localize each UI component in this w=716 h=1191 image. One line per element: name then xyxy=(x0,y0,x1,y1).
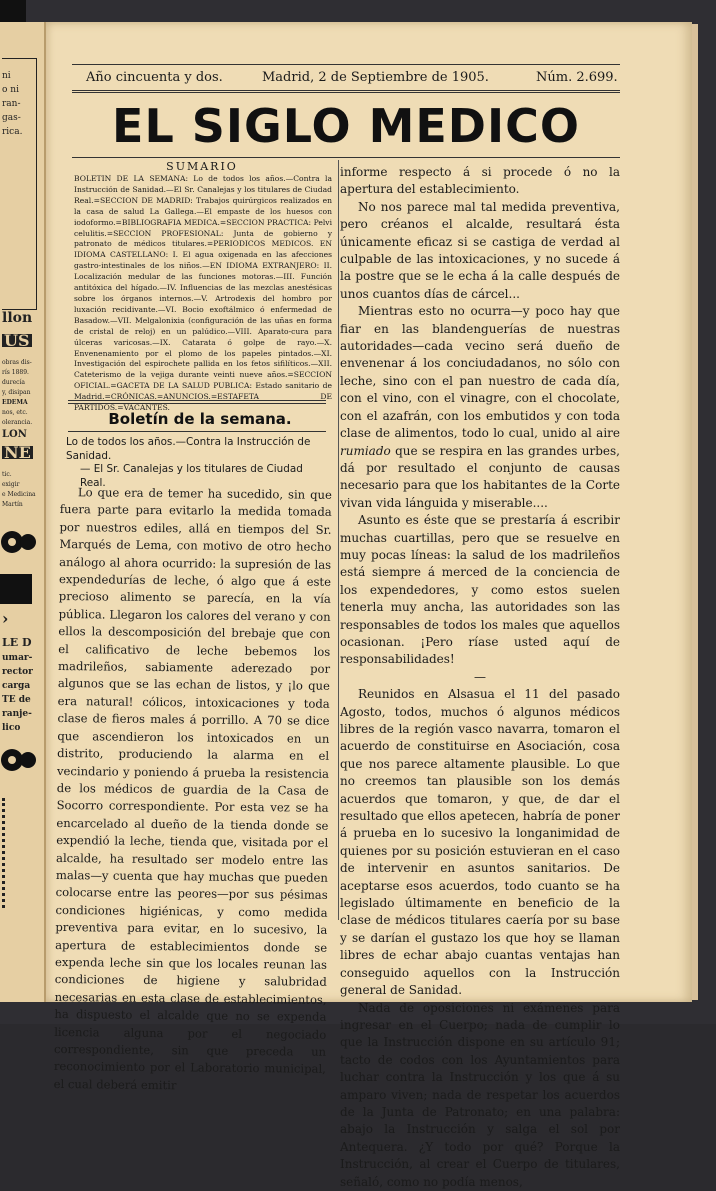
left-fragment: rector xyxy=(2,667,33,677)
left-fragment: NE xyxy=(4,443,31,462)
header-rule-bottom xyxy=(72,90,620,93)
section-rule xyxy=(68,403,326,404)
left-fragment: carga xyxy=(2,681,31,691)
sumario-body: BOLETIN DE LA SEMANA: Lo de todos los años.—Contra la Instrucción de Sanidad.—El Sr. Canalejas y los titulares de Ciudad Real.=SECCION DE MADRID: Trabajos quirúrgicos realizados en la casa de salud La Gallega.—El empaste de los huesos con iodoformo.=BIBLIOGRAFIA MEDICA.=SECCION PRACTICA: Pelvi celulitis.=SECCION PROFESIONAL: Junta de gobierno y patronato de médicos titulares.=PERIODICOS MEDICOS. EN IDIOMA CASTELLANO: I. El agua oxigenada en las afecciones gastro-intestinales de los niños.—EN IDIOMA EXTRANJERO: II. Localización medular de las funciones motoras.—III. Función antitóxica del hígado.—IV. Influencias de las mezclas anestésicas sobre los órganos internos.—V. Artrodexis del hombro por luxación recidivante.—VI. Bocio exoftálmico ó enfermedad de Basadow.—VII. Melgalonixia (configuración de las uñas en forma de cristal de reloj) en un palúdico.—VIII. Aparato-cura para úlceras varicosas.—IX. Catarata ó golpe de rayo.—X. Envenenamiento por el plomo de los papeles pintados.—XI. Investigación del espirochete pallida en los fetos sifilíticos.—XII. Cateterismo de la vejiga durante veinti nueve años.=SECCION OFICIAL.=GACETA DE LA SALUD PUBLICA: Estado sanitario de Madrid.=CRÓNICAS.=ANUNCIOS.=ESTAFETA DE PARTIDOS.=VACANTES. xyxy=(74,174,332,413)
left-fragment: ran- xyxy=(2,99,21,109)
left-fragment: LE D xyxy=(2,636,32,649)
left-fragment: rica. xyxy=(2,127,23,137)
boletin-subtitle xyxy=(66,436,330,490)
left-fragment: o ni xyxy=(2,85,19,95)
border-ornament xyxy=(2,798,13,908)
article-paragraph: No nos parece mal tal medida preventiva, pero créanos el alcalde, resultará ésta únicamente eficaz si se castiga de verdad al culpable de las intoxicaciones, y no sucede á la postre que se le echa á la calle después de unos cuantos días de cárcel... xyxy=(340,199,620,301)
ornament-icon xyxy=(0,742,36,778)
left-fragment: nos, etc. xyxy=(2,409,28,416)
boletin-subtitle-line: Lo de todos los años.—Contra la Instrucción de Sanidad. xyxy=(66,436,311,462)
left-fragment: Martín xyxy=(2,501,23,508)
left-fragment: rís 1889. xyxy=(2,369,29,376)
article-paragraph: Asunto es éste que se prestaría á escribir muchas cuartillas, pero que se resuelve en muy pocas líneas: la salud de los madrileños está siempre á merced de la conciencia de los expendedores, y como estos suelen tenerla muy ancha, las autoridades son las responsables de todos los males que aquellos ocasionan. ¡Pero ríase usted aquí de responsabilidades! xyxy=(340,513,620,667)
left-fragment: tic. xyxy=(2,471,12,478)
date-label: Madrid, 2 de Septiembre de 1905. xyxy=(262,70,489,85)
left-fragment: gas- xyxy=(2,113,21,123)
year-label: Año cincuenta y dos. xyxy=(86,70,223,85)
left-fragment: EDEMA xyxy=(2,399,28,406)
left-fragment: lico xyxy=(2,723,21,733)
article-paragraph: Reunidos en Alsasua el 11 del pasado Agosto, todos, muchos ó algunos médicos libres de la región vasco navarra, tomaron el acuerdo de constituirse en Asociación, cosa que nos parece altamente plausible. Lo que no creemos tan plausible son los demás acuerdos que tomaron, y que, de dar el resultado que ellos apetecen, habría de poner á prueba en lo sucesivo la longanimidad de quienes por su posición estuvieran en el caso de intervenir en asuntos sanitarios. De aceptarse esos acuerdos, todo cuanto se ha legislado últimamente en beneficio de la clase de médicos titulares caería por su base y se darían el gustazo los que hoy se llaman libres de echar abajo cuantas ventajas han conseguido aquellos con la Instrucción general de Sanidad. xyxy=(340,687,620,998)
arrow-icon: › xyxy=(2,609,9,628)
left-fragment: LON xyxy=(2,429,27,440)
issue-number: Núm. 2.699. xyxy=(536,70,618,85)
left-fragment: y, disipan xyxy=(2,389,31,396)
left-fragment: durecía xyxy=(2,379,25,386)
boletin-title: Boletín de la semana. xyxy=(108,410,292,428)
ornament-icon xyxy=(0,522,36,562)
section-rule xyxy=(68,400,326,401)
section-rule xyxy=(68,431,326,432)
text-run: Mientras esto no ocurra—y poco hay que fiar en las blandenguerías de nuestras autoridades—cada vecino será dueño de envenenar á los conciudadanos, no sólo con leche, sino con el pan nuestro de cada día, con el vino, con el vinagre, con el chocolate, con el azafrán, con los embutidos y con toda clase de alimentos, todo lo cual, unido al aire xyxy=(340,304,620,441)
header-rule-top xyxy=(72,64,620,65)
masthead-rule xyxy=(72,157,620,158)
left-column-text xyxy=(54,484,332,1096)
left-fragment: exigir xyxy=(2,481,20,488)
text-run: que se respira en las grandes urbes, dá por resultado el conjunto de causas necesario para que los habitantes de la Corte vivan vida lánguida y miserable.... xyxy=(340,443,620,510)
left-fragment: US xyxy=(4,331,30,350)
right-column-text xyxy=(340,164,620,1191)
column-divider xyxy=(338,160,339,920)
left-fragment: e Medicina xyxy=(2,491,36,498)
sumario-title: SUMARIO xyxy=(166,160,238,173)
ornament-block-icon xyxy=(0,574,32,604)
left-fragment: olerancia. xyxy=(2,419,33,426)
article-paragraph: informe respecto á si procede ó no la apertura del establecimiento. xyxy=(340,165,620,197)
article-paragraph xyxy=(340,303,620,512)
article-paragraph: Nada de oposiciones ni exámenes para ingresar en el Cuerpo; nada de cumplir lo que la Instrucción dispone en su artículo 91; tacto de codos con los Ayuntamientos para luchar contra la Instrucción y los que á su amparo viven; nada de respetar los acuerdos de la Junta de Patronato; en una palabra: abajo la Instrucción y salga el sol por Antequera. ¿Y todo por qué? Porque la Instrucción, al crear el Cuerpo de titulares, señaló, como no podía menos, xyxy=(340,1000,620,1189)
left-fragment: TE de xyxy=(2,695,31,705)
scan-corner-mark xyxy=(0,0,26,22)
section-separator: — xyxy=(474,669,486,684)
boletin-subtitle-line: — El Sr. Canalejas y los titulares de Ciudad Real. xyxy=(80,463,303,489)
page-edge xyxy=(692,24,698,1000)
italic-run: rumiado xyxy=(340,443,391,458)
left-fragment: obras dis- xyxy=(2,359,32,366)
article-paragraph: Lo que era de temer ha sucedido, sin que fuera parte para evitarlo la medida tomada por nuestros ediles, allá en tiempos del Sr. Marqués de Lema, con motivo de otro hecho análogo al ahora ocurrido: la supresión de las expendedurías de leche, ó algo que á este precioso alimento se parecía, en la vía pública. Llegaron los calores del verano y con ellos la descomposición del brebaje que con el calificativo de leche bebemos los madrileños, sabiamente aderezado por algunos que se las echan de listos, y ¡lo que era natural! cólicos, intoxicaciones y toda clase de fieros males á porrillo. A 70 se dice que ascendieron los intoxicados en un distrito, produciendo la alarma en el vecindario y poniendo á prueba la resistencia de los médicos de guardia de la Casa de Socorro correspondiente. Por esta vez se ha encarcelado al dueño de la tienda donde se expendió la leche, tienda que, visitada por el alcalde, ha resultado ser modelo entre las malas—y cuenta que hay muchas que pueden colocarse entre las peores—por sus pésimas condiciones higiénicas, y como medida preventiva para evitar, en lo sucesivo, la apertura de establecimientos donde se expenda leche sin que los locales reunan las condiciones de higiene y salubridad necesarias en esta clase de establecimientos, ha dispuesto el alcalde que no se expenda licencia alguna por el negociado correspondiente, sin que preceda un reconocimiento por el Laboratorio municipal, el cual deberá emitir xyxy=(53,485,332,1093)
left-fragment: umar- xyxy=(2,653,33,663)
left-fragment: ranje- xyxy=(2,709,32,719)
adjacent-page-edge xyxy=(0,22,46,1002)
masthead: EL SIGLO MEDICO xyxy=(112,99,580,153)
left-frame xyxy=(2,58,37,310)
left-fragment: ni xyxy=(2,71,11,81)
left-fragment: llon xyxy=(2,310,33,326)
